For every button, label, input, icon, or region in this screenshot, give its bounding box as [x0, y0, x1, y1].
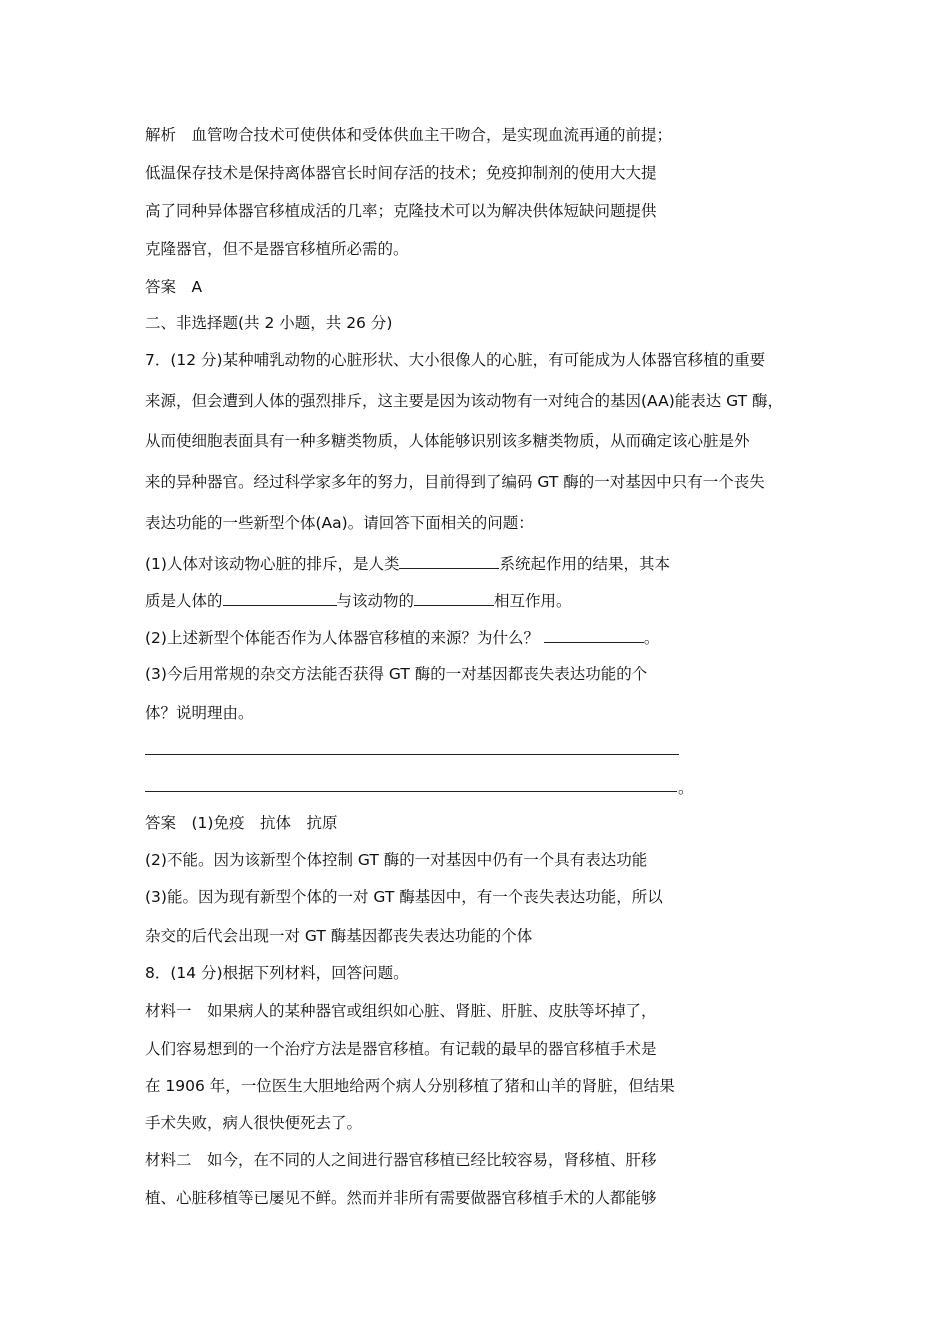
q7-line-4: 来的异种器官。经过科学家多年的努力，目前得到了编码 GT 酶的一对基因中只有一个丧失: [145, 473, 765, 491]
q7-part3-line2: 体？说明理由。: [145, 704, 254, 722]
analysis-line-1: 解析 血管吻合技术可使供体和受体供血主干吻合，是实现血流再通的前提；: [145, 126, 673, 144]
q8-material1-line-3: 在 1906 年，一位医生大胆地给两个病人分别移植了猪和山羊的肾脏，但结果: [145, 1077, 675, 1095]
q7-part3-line1: (3)今后用常规的杂交方法能否获得 GT 酶的一对基因都丧失表达功能的个: [145, 665, 648, 683]
q8-material2-line-2: 植、心脏移植等已屡见不鲜。然而并非所有需要做器官移植手术的人都能够: [145, 1189, 657, 1207]
q7-line-2: 来源，但会遭到人体的强烈排斥，这主要是因为该动物有一对纯合的基因(AA)能表达 GT 酶，: [145, 392, 784, 410]
q7-answer-line-1: 答案 (1)免疫 抗体 抗原: [145, 814, 338, 832]
q8-material1-line-1: 材料一 如果病人的某种器官或组织如心脏、肾脏、肝脏、皮肤等坏掉了，: [145, 1002, 657, 1020]
q7-part2-end: 。: [643, 629, 660, 647]
q8-material1-line-4: 手术失败，病人很快便死去了。: [145, 1114, 363, 1132]
q7-part2-line: [145, 627, 659, 648]
analysis-line-2: 低温保存技术是保持离体器官长时间存活的技术；免疫抑制剂的使用大大提: [145, 164, 657, 182]
q7-line-1: 7．(12 分)某种哺乳动物的心脏形状、大小很像人的心脏，有可能成为人体器官移植的重要: [145, 351, 766, 369]
q8-heading: 8．(14 分)根据下列材料，回答问题。: [145, 964, 409, 982]
q7-part1-text-d: 与该动物的: [336, 592, 415, 610]
q7-part1-blank-3[interactable]: [414, 590, 494, 606]
q7-part3-answer-rule-2[interactable]: [145, 791, 677, 792]
q7-part1-text-b: 系统起作用的结果，其本: [499, 555, 670, 573]
section-heading: 二、非选择题(共 2 小题，共 26 分): [145, 314, 393, 332]
analysis-line-3: 高了同种异体器官移植成活的几率；克隆技术可以为解决供体短缺问题提供: [145, 202, 657, 220]
q7-part1-line2: [145, 590, 572, 611]
q7-part1-text-a: (1)人体对该动物心脏的排斥，是人类: [145, 555, 400, 573]
q7-part1-line1: [145, 553, 670, 574]
q7-part3-end: 。: [678, 779, 694, 797]
q7-answer-line-3: (3)能。因为现有新型个体的一对 GT 酶基因中，有一个丧失表达功能，所以: [145, 888, 663, 906]
analysis-answer: 答案 A: [145, 278, 203, 296]
q7-part1-blank-2[interactable]: [223, 590, 337, 606]
q7-part1-text-c: 质是人体的: [145, 592, 223, 610]
q7-answer-line-2: (2)不能。因为该新型个体控制 GT 酶的一对基因中仍有一个具有表达功能: [145, 851, 648, 869]
analysis-line-4: 克隆器官，但不是器官移植所必需的。: [145, 240, 409, 258]
q7-line-3: 从而使细胞表面具有一种多糖类物质，人体能够识别该多糖类物质，从而确定该心脏是外: [145, 432, 750, 450]
q7-part3-answer-rule-1[interactable]: [145, 754, 679, 755]
q7-part2-text: (2)上述新型个体能否作为人体器官移植的来源？为什么？: [145, 629, 544, 647]
q7-part2-blank[interactable]: [544, 627, 644, 643]
q7-answer-line-4: 杂交的后代会出现一对 GT 酶基因都丧失表达功能的个体: [145, 927, 533, 945]
q8-material1-line-2: 人们容易想到的一个治疗方法是器官移植。有记载的最早的器官移植手术是: [145, 1040, 657, 1058]
q7-part1-blank-1[interactable]: [399, 553, 499, 569]
q8-material2-line-1: 材料二 如今，在不同的人之间进行器官移植已经比较容易，肾移植、肝移: [145, 1151, 657, 1169]
q7-part1-text-e: 相互作用。: [494, 592, 572, 610]
q7-line-5: 表达功能的一些新型个体(Aa)。请回答下面相关的问题：: [145, 514, 534, 532]
